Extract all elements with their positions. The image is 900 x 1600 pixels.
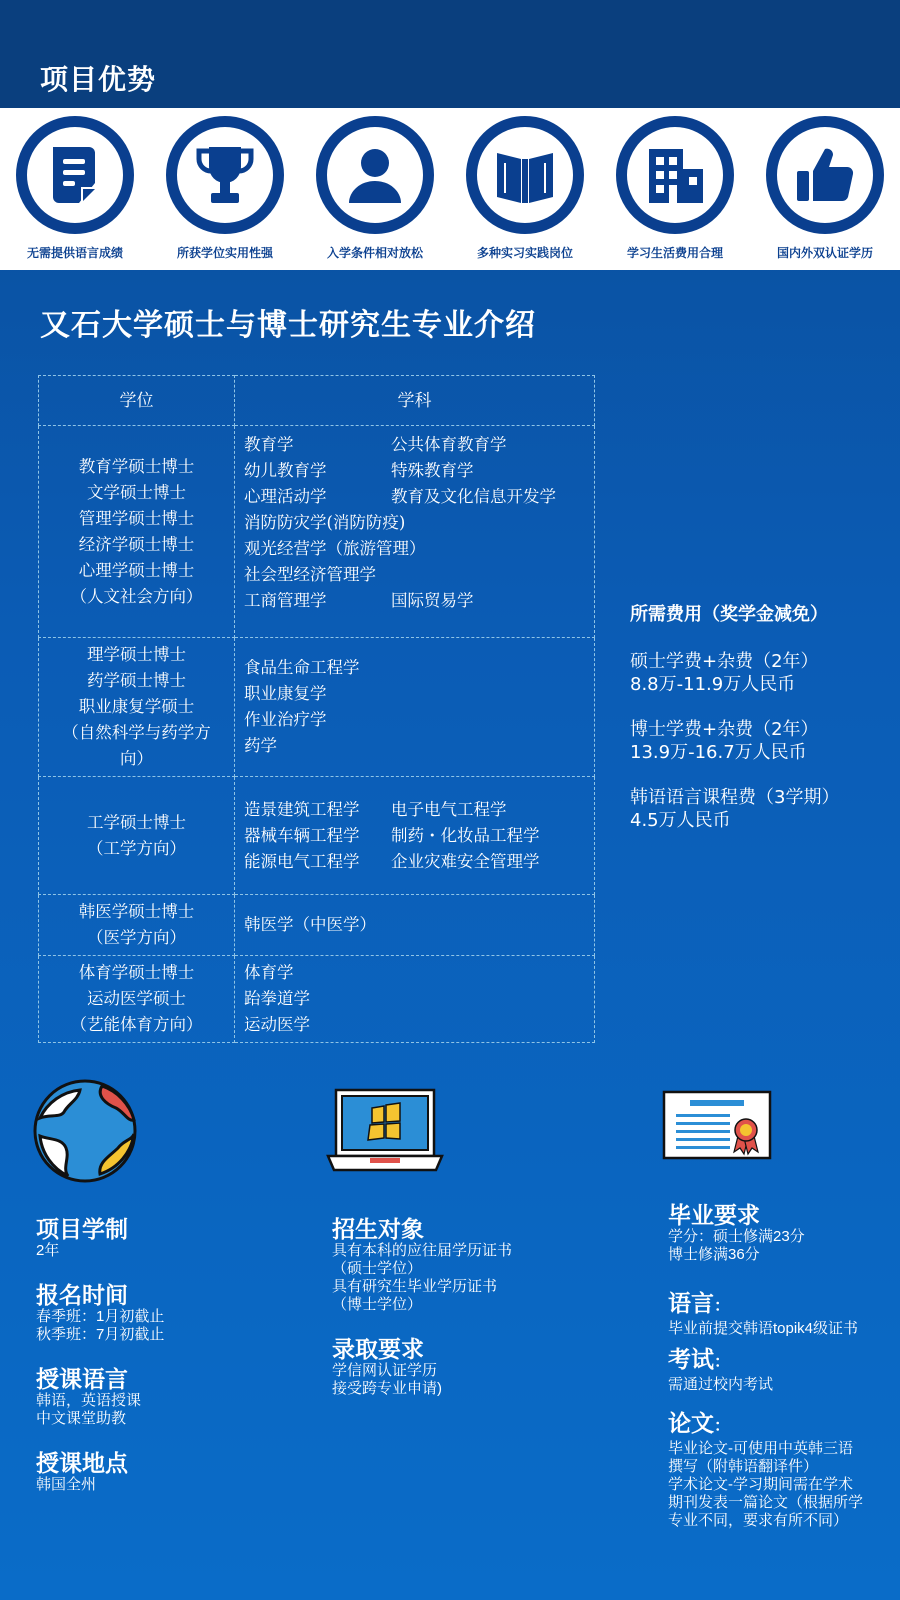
subject-item: 韩医学（中医学）: [244, 915, 376, 934]
building-icon: [616, 116, 734, 234]
subject-cell: [235, 956, 595, 1043]
subject-item: 国际贸易学: [391, 591, 474, 610]
detail-heading: 报名时间: [36, 1282, 128, 1308]
detail-block: [332, 1216, 592, 1314]
detail-text: 中文课堂助教: [36, 1410, 127, 1427]
detail-heading: [668, 1346, 896, 1376]
fee-amount: 4.5万人民币: [630, 810, 731, 831]
globe-icon: [32, 1078, 138, 1184]
detail-text: 具有研究生毕业学历证书: [332, 1278, 498, 1295]
table-header-row: [39, 376, 595, 426]
subject-item: 制药・化妆品工程学: [391, 825, 540, 845]
subject-item: 跆拳道学: [244, 989, 310, 1008]
fee-item: [630, 718, 890, 764]
advantage-label: 多种实习实践岗位: [476, 246, 573, 260]
subject-item: 心理活动学: [244, 487, 327, 506]
thumbs-up-icon: [766, 116, 884, 234]
detail-block: [668, 1290, 896, 1338]
detail-text: 需通过校内考试: [668, 1376, 774, 1393]
subject-item: 教育及文化信息开发学: [391, 487, 556, 506]
detail-text: 2年: [36, 1242, 60, 1259]
degree-header: 学位: [39, 376, 235, 426]
advantage-item: [450, 116, 600, 266]
degree-cell: [39, 956, 235, 1043]
fees-title: 所需费用（奖学金减免）: [630, 604, 828, 625]
details-col-2: [332, 1216, 592, 1420]
detail-text: 专业不同，要求有所不同）: [668, 1512, 849, 1529]
detail-heading: 授课地点: [36, 1450, 128, 1476]
detail-heading-text: 论文: [668, 1410, 714, 1436]
detail-heading: [668, 1410, 896, 1440]
details-col-1: [36, 1216, 276, 1516]
degree-line: （艺能体育方向）: [70, 1015, 203, 1034]
degree-line: 工学硕士博士: [87, 812, 186, 832]
detail-text: 秋季班：7月初截止: [36, 1326, 165, 1343]
detail-text: 学术论文-学习期间需在学术: [668, 1476, 853, 1493]
detail-block: [36, 1216, 276, 1260]
subject-item: 食品生命工程学: [244, 658, 360, 677]
subject-cell: [235, 777, 595, 895]
fees-panel: [630, 600, 890, 854]
certificate-icon: [662, 1090, 772, 1160]
detail-block: [668, 1346, 896, 1394]
degree-cell: [39, 638, 235, 777]
table-row: [39, 956, 595, 1043]
detail-text: 期刊发表一篇论文（根据所学: [668, 1494, 864, 1511]
detail-block: [36, 1366, 276, 1428]
subject-item: 公共体育教育学: [391, 435, 507, 454]
subject-item: 造景建筑工程学: [244, 799, 360, 819]
table-row: [39, 638, 595, 777]
subject-item: 企业灾难安全管理学: [391, 851, 540, 871]
fee-amount: 8.8万-11.9万人民币: [630, 674, 796, 695]
degree-line: 职业康复学硕士: [78, 697, 195, 716]
degree-line: 体育学硕士博士: [78, 963, 195, 982]
degree-line: （工学方向）: [87, 838, 186, 858]
trophy-icon: [166, 116, 284, 234]
detail-heading-text: 语言: [668, 1290, 714, 1316]
detail-text: 撰写（附韩语翻译件）: [668, 1458, 819, 1475]
laptop-icon: [326, 1088, 444, 1172]
subject-item: 教育学: [244, 435, 294, 454]
degree-line: 教育学硕士博士: [78, 456, 195, 476]
fee-label: 硕士学费+杂费（2年）: [630, 651, 819, 672]
detail-block: [36, 1282, 276, 1344]
detail-heading: [668, 1290, 896, 1320]
subject-item: 器械车辆工程学: [244, 825, 360, 845]
program-table: [38, 375, 595, 1043]
subject-item: 特殊教育学: [391, 461, 474, 480]
advantage-label: 无需提供语言成绩: [26, 246, 123, 260]
detail-block: [668, 1410, 896, 1530]
detail-text: 学分：硕士修满23分: [668, 1228, 805, 1245]
detail-heading-text: 考试: [668, 1346, 714, 1372]
detail-heading: 授课语言: [36, 1366, 128, 1392]
degree-line: （自然科学与药学方: [62, 723, 211, 742]
degree-cell: [39, 895, 235, 956]
table-row: [39, 426, 595, 638]
detail-text: 韩语，英语授课: [36, 1392, 142, 1409]
subject-item: 电子电气工程学: [391, 799, 507, 819]
degree-line: （人文社会方向）: [70, 586, 203, 606]
user-icon: [316, 116, 434, 234]
detail-block: [36, 1450, 276, 1494]
subject-item: 运动医学: [244, 1015, 310, 1034]
fee-item: [630, 650, 890, 696]
advantage-item: [600, 116, 750, 266]
subject-item: 幼儿教育学: [244, 461, 327, 480]
details-col-3: [668, 1202, 896, 1552]
degree-line: 韩医学硕士博士: [78, 902, 195, 921]
subject-item: 作业治疗学: [244, 710, 327, 729]
detail-text: 学信网认证学历: [332, 1362, 438, 1379]
degree-line: 经济学硕士博士: [78, 534, 195, 554]
detail-heading: 招生对象: [332, 1216, 424, 1242]
subject-item: 社会型经济管理学: [244, 565, 376, 584]
subject-item: 观光经营学（旅游管理）: [244, 539, 426, 558]
subject-item: 消防防灾学(消防防疫): [244, 513, 406, 532]
advantage-item: [300, 116, 450, 266]
heading-colon: ：: [714, 1354, 731, 1371]
detail-text: 春季班：1月初截止: [36, 1308, 165, 1325]
degree-line: 管理学硕士博士: [78, 508, 195, 528]
degree-line: 文学硕士博士: [87, 482, 186, 502]
fee-amount: 13.9万-16.7万人民币: [630, 742, 807, 763]
advantages-strip: [0, 108, 900, 270]
advantage-label: 学习生活费用合理: [626, 246, 723, 260]
heading-colon: ：: [714, 1418, 731, 1435]
detail-text: （硕士学位）: [332, 1260, 423, 1277]
detail-text: （博士学位）: [332, 1296, 423, 1313]
subject-item: 工商管理学: [244, 591, 327, 610]
detail-text: 博士修满36分: [668, 1246, 760, 1263]
advantages-title: 项目优势: [40, 63, 157, 96]
subject-item: 能源电气工程学: [244, 851, 360, 871]
degree-line: 向）: [120, 749, 153, 768]
detail-block: [332, 1336, 592, 1398]
detail-text: 具有本科的应往届学历证书: [332, 1242, 513, 1259]
detail-text: 接受跨专业申请): [332, 1380, 442, 1397]
detail-heading: 毕业要求: [668, 1202, 760, 1228]
heading-colon: ：: [714, 1298, 731, 1315]
detail-heading: 录取要求: [332, 1336, 424, 1362]
document-icon: [16, 116, 134, 234]
advantage-label: 国内外双认证学历: [776, 246, 873, 260]
book-icon: [466, 116, 584, 234]
degree-line: 运动医学硕士: [87, 989, 186, 1008]
degree-cell: [39, 777, 235, 895]
fee-label: 韩语语言课程费（3学期）: [630, 787, 840, 808]
degree-cell: [39, 426, 235, 638]
fee-item: [630, 786, 890, 832]
detail-heading: 项目学制: [36, 1216, 128, 1242]
advantage-label: 所获学位实用性强: [176, 246, 273, 260]
advantage-label: 入学条件相对放松: [326, 246, 423, 260]
degree-line: 心理学硕士博士: [78, 560, 195, 580]
fee-label: 博士学费+杂费（2年）: [630, 719, 819, 740]
advantage-item: [750, 116, 900, 266]
detail-text: 毕业论文-可使用中英韩三语: [668, 1440, 853, 1457]
degree-line: （医学方向）: [87, 928, 186, 947]
subject-item: 药学: [244, 736, 277, 755]
header-band: [0, 0, 900, 108]
detail-block: [668, 1202, 896, 1264]
subject-header: 学科: [235, 376, 595, 426]
subject-cell: [235, 895, 595, 956]
subject-cell: [235, 638, 595, 777]
degree-line: 药学硕士博士: [87, 671, 186, 690]
subject-cell: [235, 426, 595, 638]
advantage-item: [150, 116, 300, 266]
advantage-item: [0, 116, 150, 266]
detail-text: 韩国全州: [36, 1476, 97, 1493]
subject-item: 体育学: [244, 963, 294, 982]
degree-line: 理学硕士博士: [87, 645, 186, 664]
table-row: [39, 777, 595, 895]
table-row: [39, 895, 595, 956]
intro-title: 又石大学硕士与博士研究生专业介绍: [40, 308, 536, 343]
detail-text: 毕业前提交韩语topik4级证书: [668, 1320, 859, 1337]
subject-item: 职业康复学: [244, 684, 327, 703]
